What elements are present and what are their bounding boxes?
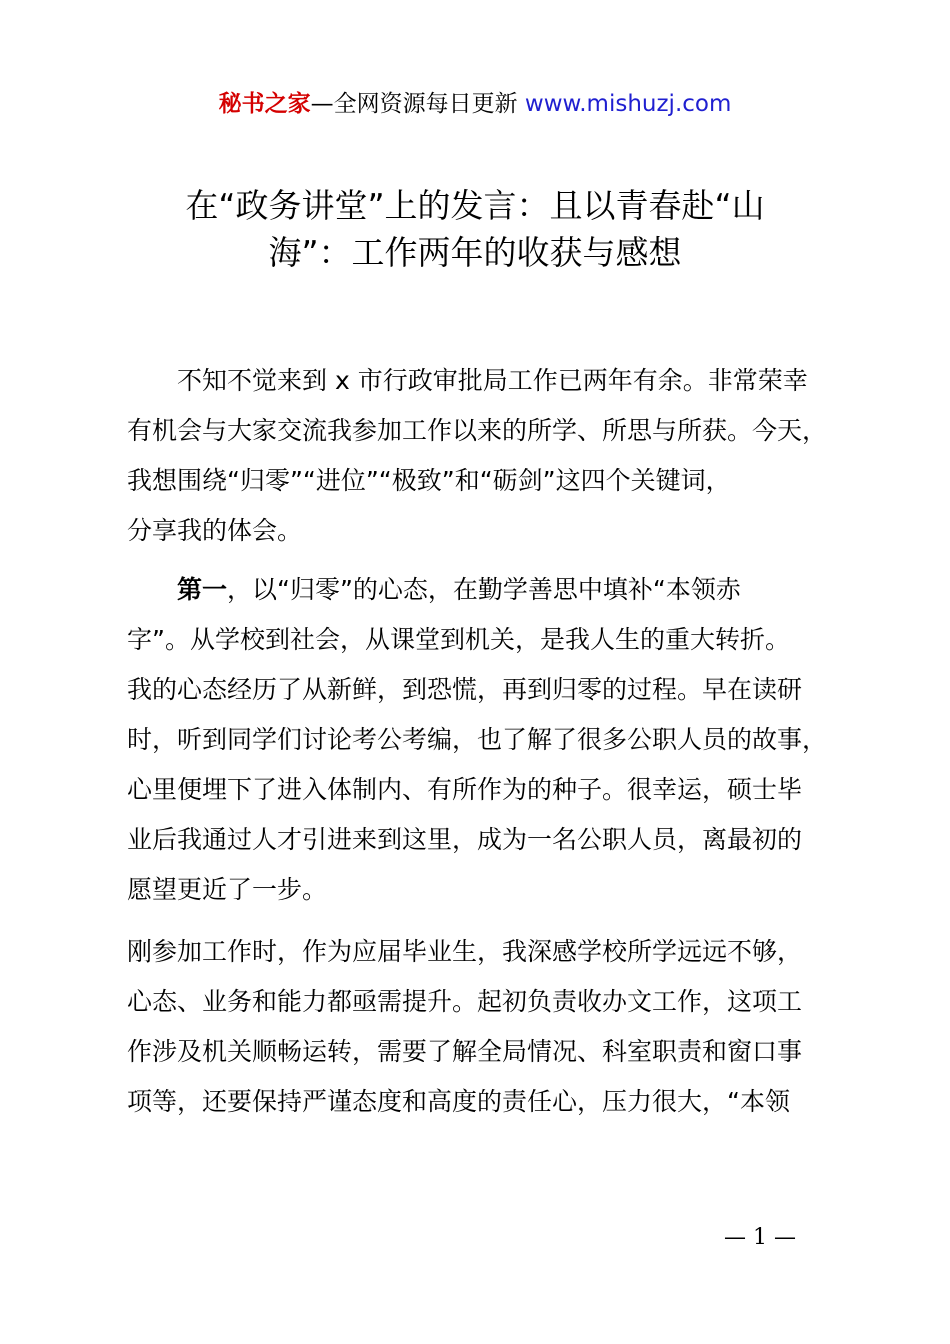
paragraph-line: 业后我通过人才引进来到这里，成为一名公职人员，离最初的 [127, 825, 803, 854]
paragraph-text: ，以“归零”的心态，在勤学善思中填补“本领赤 [227, 575, 741, 604]
document-title [120, 182, 830, 276]
title-line-2: 海”：工作两年的收获与感想 [268, 233, 682, 272]
paragraph-line: 我的心态经历了从新鲜，到恐慌，再到归零的过程。早在读研 [127, 675, 803, 704]
paragraph-line: 分享我的体会。 [127, 516, 303, 545]
paragraph-line: 时，听到同学们讨论考公考编，也了解了很多公职人员的故事， [127, 725, 828, 754]
point-heading: 第一 [177, 575, 228, 604]
paragraph-line: 作涉及机关顺畅运转，需要了解全局情况、科室职责和窗口事 [127, 1037, 803, 1066]
brand-name: 秘书之家 [218, 91, 311, 117]
paragraph-line: 刚参加工作时，作为应届毕业生，我深感学校所学远远不够， [127, 937, 803, 966]
paragraph-intro [127, 356, 827, 556]
paragraph-line: 有机会与大家交流我参加工作以来的所学、所思与所获。今天， [127, 416, 828, 445]
paragraph-line: 我想围绕“归零”“进位”“极致”和“砺剑”这四个关键词， [127, 466, 731, 495]
header-tagline: —全网资源每日更新 [310, 91, 518, 117]
paragraph-first-point [127, 565, 827, 915]
paragraph-line: 项等，还要保持严谨态度和高度的责任心，压力很大，“本领 [127, 1087, 790, 1116]
paragraph-line [127, 565, 827, 615]
paragraph-line: 心态、业务和能力都亟需提升。起初负责收办文工作，这项工 [127, 987, 803, 1016]
title-line-1: 在“政务讲堂”上的发言：且以青春赴“山 [185, 186, 765, 225]
paragraph-work-start [127, 927, 827, 1127]
site-header [0, 86, 950, 122]
paragraph-line: 心里便埋下了进入体制内、有所作为的种子。很幸运，硕士毕 [127, 775, 803, 804]
paragraph-line: 不知不觉来到 x 市行政审批局工作已两年有余。非常荣幸 [177, 366, 808, 395]
paragraph-line: 字”。从学校到社会，从课堂到机关，是我人生的重大转折。 [127, 625, 790, 654]
site-url-link[interactable]: www.mishuzj.com [524, 91, 732, 117]
page-number: — 1 — [724, 1225, 796, 1250]
paragraph-line: 愿望更近了一步。 [127, 875, 328, 904]
